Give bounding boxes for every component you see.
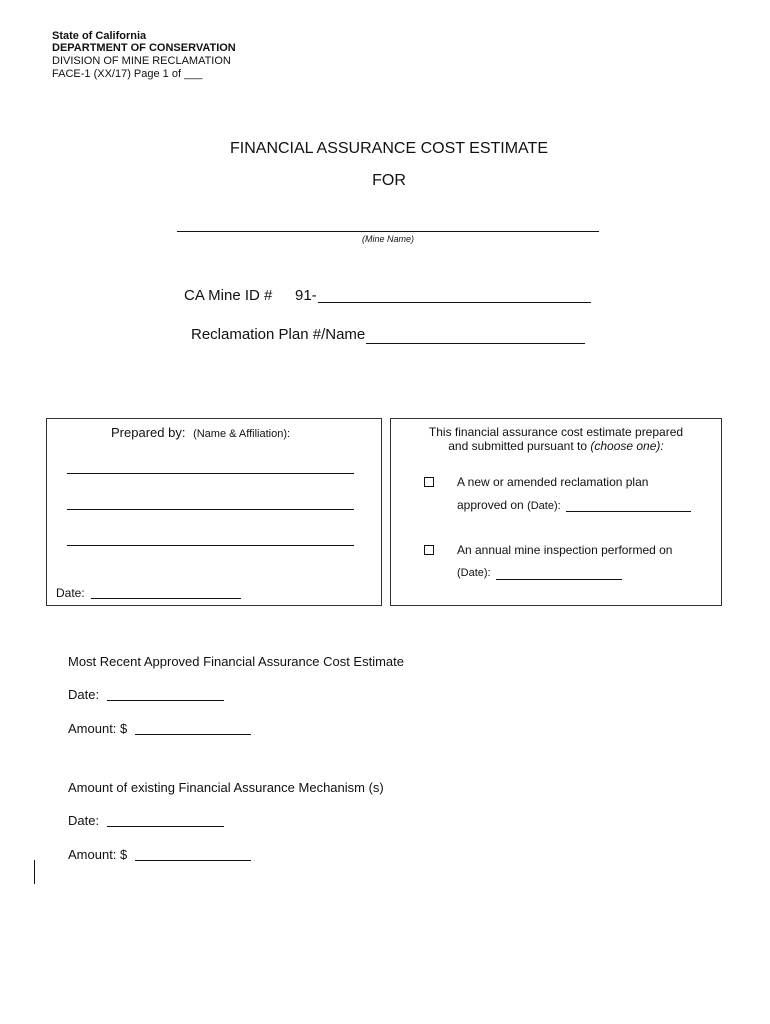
prepared-date-label: Date: — [56, 586, 85, 600]
reclamation-plan-label: Reclamation Plan #/Name — [191, 326, 366, 343]
option-2-line-1: An annual mine inspection performed on — [457, 543, 673, 557]
preparer-line-1[interactable] — [67, 462, 354, 474]
mine-id-label: CA Mine ID # — [184, 287, 273, 304]
recent-date-label: Date: — [68, 687, 100, 702]
prepared-by-sublabel: (Name & Affiliation): — [193, 428, 291, 440]
recent-amount-field[interactable] — [135, 722, 251, 735]
division-label: DIVISION OF MINE RECLAMATION — [52, 55, 231, 67]
pursuant-choose-text: (choose one): — [590, 439, 664, 453]
option-2-date-field[interactable] — [496, 568, 622, 580]
mine-name-caption: (Mine Name) — [361, 234, 414, 244]
mine-name-field[interactable] — [177, 220, 599, 232]
option-1-date-field[interactable] — [566, 500, 691, 512]
prepared-by-text: Prepared by: — [111, 425, 186, 440]
form-id-label: FACE-1 (XX/17) Page 1 of ___ — [52, 68, 203, 80]
existing-amount-label: Amount: $ — [68, 847, 128, 862]
department-label: DEPARTMENT OF CONSERVATION — [52, 42, 236, 54]
existing-amount-field[interactable] — [135, 848, 251, 861]
preparer-line-2[interactable] — [67, 498, 354, 510]
existing-mechanism-heading: Amount of existing Financial Assurance Mechanism (s) — [68, 780, 384, 795]
option-1-approved-text: approved on — [457, 498, 524, 512]
state-label: State of California — [52, 30, 147, 42]
mine-id-field[interactable] — [318, 290, 591, 303]
option-2-date-label: (Date): — [457, 567, 491, 579]
option-1-date-label: (Date): — [527, 500, 561, 512]
option-1-line-2 — [457, 498, 561, 512]
recent-estimate-heading: Most Recent Approved Financial Assurance Cost Estimate — [68, 654, 404, 669]
for-label: FOR — [372, 172, 406, 189]
pursuant-intro-1: This financial assurance cost estimate prepared — [428, 425, 684, 439]
existing-date-field[interactable] — [107, 814, 224, 827]
existing-date-label: Date: — [68, 813, 100, 828]
pursuant-intro-2 — [390, 439, 722, 453]
preparer-line-3[interactable] — [67, 534, 354, 546]
recent-amount-label: Amount: $ — [68, 721, 128, 736]
recent-date-field[interactable] — [107, 688, 224, 701]
mine-id-prefix: 91- — [295, 287, 317, 304]
pursuant-intro-2-text: and submitted pursuant to — [448, 439, 588, 453]
prepared-by-label — [111, 425, 290, 440]
option-annual-inspection-checkbox[interactable] — [424, 545, 434, 555]
text-cursor — [34, 860, 35, 884]
form-title: FINANCIAL ASSURANCE COST ESTIMATE — [230, 140, 548, 157]
prepared-by-box — [46, 418, 382, 606]
reclamation-plan-field[interactable] — [366, 331, 585, 344]
prepared-date-field[interactable] — [91, 589, 241, 599]
option-1-line-1: A new or amended reclamation plan — [457, 475, 649, 489]
option-reclamation-plan-checkbox[interactable] — [424, 477, 434, 487]
